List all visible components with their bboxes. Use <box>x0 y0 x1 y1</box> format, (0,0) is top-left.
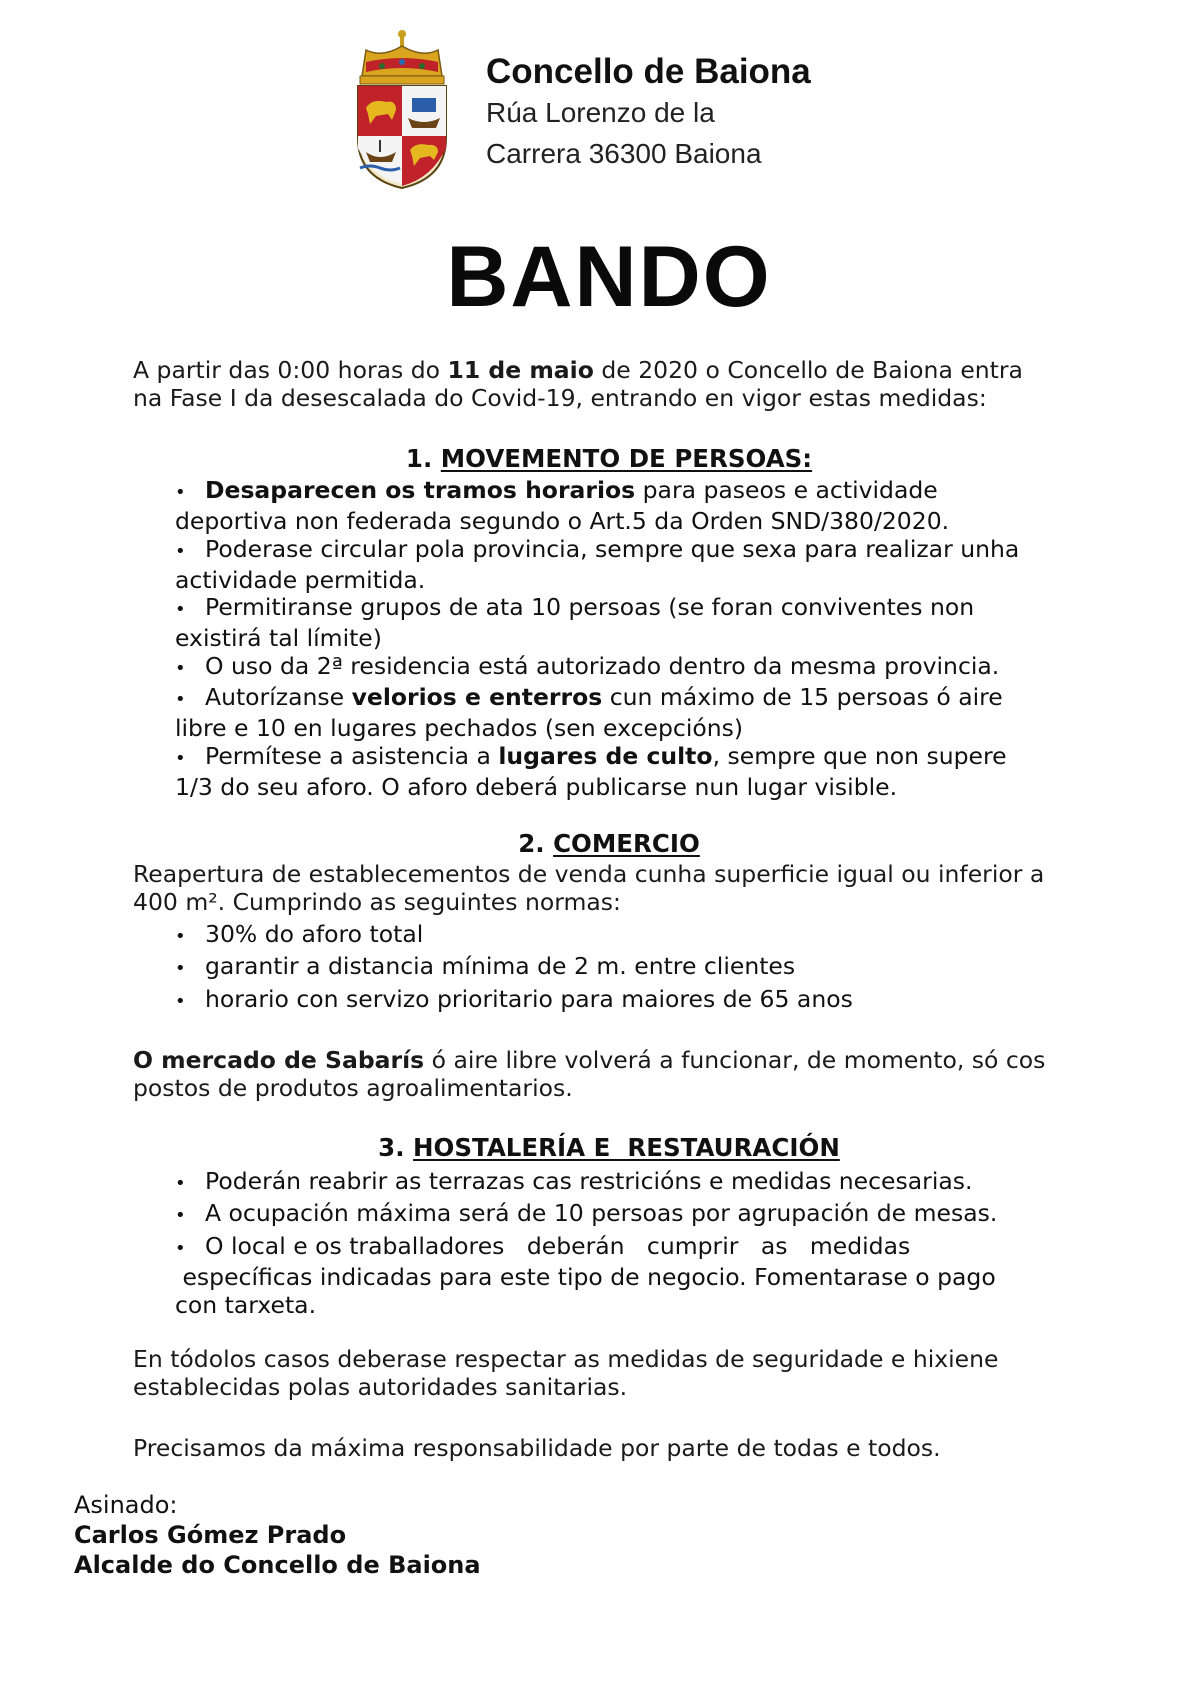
text: En tódolos casos deberase respectar as medidas de seguridade e hixiene <box>133 1345 999 1373</box>
list-item <box>175 1232 1055 1319</box>
text: Reapertura de establecementos de venda cunha superficie igual ou inferior a <box>133 860 1045 888</box>
bullet-icon: • <box>175 1238 186 1259</box>
text: con tarxeta. <box>175 1291 317 1319</box>
bold-text: lugares de culto <box>498 742 713 770</box>
list-item <box>175 476 1055 535</box>
bullet-icon: • <box>175 1205 186 1226</box>
text: O uso da 2ª residencia está autorizado dentro da mesma provincia. <box>205 652 1000 680</box>
text: 400 m². Cumprindo as seguintes normas: <box>133 888 621 916</box>
bold-text: velorios e enterros <box>351 683 603 711</box>
text: específicas indicadas para este tipo de negocio. Fomentarase o pago <box>175 1263 996 1291</box>
text: horario con servizo prioritario para maiores de 65 anos <box>205 985 853 1013</box>
list-item <box>175 742 1055 801</box>
section-number: 2. <box>518 829 545 858</box>
text: cun máximo de 15 persoas ó aire <box>602 683 1003 711</box>
address-line-2: Carrera 36300 Baiona <box>486 138 762 169</box>
text: , sempre que non supere <box>712 742 1007 770</box>
organization-block <box>486 52 811 174</box>
section-title: MOVEMENTO DE PERSOAS: <box>440 444 813 473</box>
text: libre e 10 en lugares pechados (sen excepcións) <box>175 714 744 742</box>
organization-name: Concello de Baiona <box>486 52 811 91</box>
bullet-icon: • <box>175 658 186 679</box>
list-item <box>175 920 1055 951</box>
closing-paragraph-2: Precisamos da máxima responsabilidade por parte de todas e todos. <box>133 1434 941 1462</box>
text: actividade permitida. <box>175 566 426 594</box>
bullet-icon: • <box>175 599 186 620</box>
intro-text: de 2020 o Concello de Baiona entra <box>593 356 1023 384</box>
text: Autorízanse <box>205 683 352 711</box>
text: 30% do aforo total <box>205 920 424 948</box>
text: O local e os traballadores deberán cumprir as medidas <box>205 1232 911 1260</box>
document-title: BANDO <box>446 229 772 325</box>
list-item <box>175 683 1055 742</box>
bullet-icon: • <box>175 541 186 562</box>
bullet-icon: • <box>175 991 186 1012</box>
address-line-1: Rúa Lorenzo de la <box>486 97 715 128</box>
bold-text: O mercado de Sabarís <box>133 1046 425 1074</box>
text: deportiva non federada segundo o Art.5 da Orden SND/380/2020. <box>175 507 950 535</box>
intro-text: A partir das 0:00 horas do <box>133 356 448 384</box>
bullet-icon: • <box>175 482 186 503</box>
list-item <box>175 652 1055 683</box>
bold-text: Desaparecen os tramos horarios <box>205 476 636 504</box>
signatory-name: Carlos Gómez Prado <box>74 1521 347 1549</box>
list-item <box>175 535 1055 594</box>
text: Permítese a asistencia a <box>205 742 499 770</box>
closing-paragraph-1 <box>133 1345 1093 1401</box>
list-item <box>175 1199 1055 1230</box>
section-2-intro <box>133 860 1093 916</box>
text: Poderase circular pola provincia, sempre que sexa para realizar unha <box>205 535 1020 563</box>
intro-line-2: na Fase I da desescalada do Covid-19, entrando en vigor estas medidas: <box>133 384 987 412</box>
section-1-heading <box>0 444 1182 474</box>
text: establecidas polas autoridades sanitarias. <box>133 1373 628 1401</box>
text: A ocupación máxima será de 10 persoas por agrupación de mesas. <box>205 1199 998 1227</box>
list-item <box>175 985 1055 1016</box>
section-number: 1. <box>405 444 433 473</box>
bullet-icon: • <box>175 926 186 947</box>
section-number: 3. <box>378 1133 405 1162</box>
intro-line-1 <box>133 356 1093 384</box>
text: garantir a distancia mínima de 2 m. entre clientes <box>205 952 796 980</box>
text: 1/3 do seu aforo. O aforo deberá publicarse nun lugar visible. <box>175 773 898 801</box>
bullet-icon: • <box>175 958 186 979</box>
section-2-heading <box>0 829 1182 859</box>
text: Poderán reabrir as terrazas cas restricións e medidas necesarias. <box>205 1167 973 1195</box>
section-3-heading <box>0 1133 1182 1163</box>
bullet-icon: • <box>175 748 186 769</box>
intro-date: 11 de maio <box>447 356 594 384</box>
text: postos de produtos agroalimentarios. <box>133 1074 573 1102</box>
section-title: HOSTALERÍA E RESTAURACIÓN <box>413 1133 840 1162</box>
list-item <box>175 1167 1055 1198</box>
text: existirá tal límite) <box>175 624 382 652</box>
coat-of-arms-icon <box>352 28 452 190</box>
list-item <box>175 593 1055 652</box>
section-title: COMERCIO <box>553 829 700 858</box>
bullet-icon: • <box>175 689 186 710</box>
list-item <box>175 952 1055 983</box>
intro-paragraph <box>133 356 1093 412</box>
market-paragraph <box>133 1046 1113 1102</box>
text: para paseos e actividade <box>635 476 938 504</box>
signatory-role: Alcalde do Concello de Baiona <box>74 1551 481 1579</box>
bullet-icon: • <box>175 1173 186 1194</box>
text: ó aire libre volverá a funcionar, de momento, só cos <box>424 1046 1046 1074</box>
signature-label: Asinado: <box>74 1491 178 1519</box>
text: Permitiranse grupos de ata 10 persoas (se foran conviventes non <box>205 593 975 621</box>
